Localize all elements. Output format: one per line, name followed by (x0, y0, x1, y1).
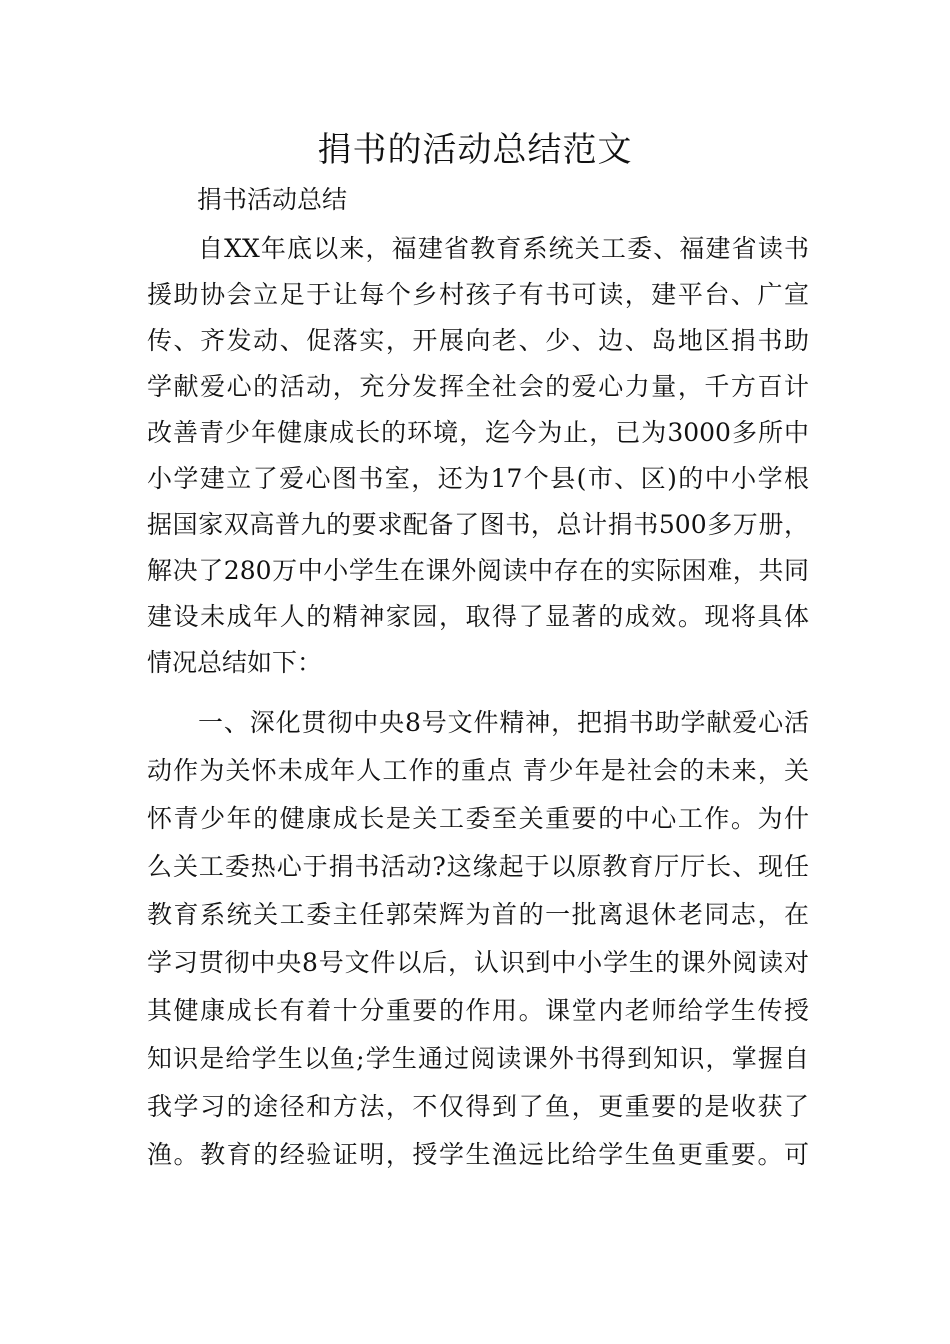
paragraph-1-line: 小学建立了爱心图书室，还为17个县(市、区)的中小学根 (147, 464, 809, 493)
paragraph-1-line: 自XX年底以来，福建省教育系统关工委、福建省读书 (198, 234, 809, 263)
paragraph-1-line: 解决了280万中小学生在课外阅读中存在的实际困难，共同 (147, 556, 809, 585)
paragraph-2-line: 怀青少年的健康成长是关工委至关重要的中心工作。为什 (147, 804, 809, 833)
paragraph-2-line: 我学习的途径和方法，不仅得到了鱼，更重要的是收获了 (147, 1092, 809, 1121)
paragraph-2-line: 么关工委热心于捐书活动?这缘起于以原教育厅厅长、现任 (147, 852, 809, 881)
paragraph-1-line: 建设未成年人的精神家园，取得了显著的成效。现将具体 (147, 602, 809, 631)
paragraph-2-line: 一、深化贯彻中央8号文件精神，把捐书助学献爱心活 (198, 708, 809, 737)
paragraph-1-line: 改善青少年健康成长的环境，迄今为止，已为3000多所中 (147, 418, 809, 447)
paragraph-2-line: 动作为关怀未成年人工作的重点 青少年是社会的未来，关 (147, 756, 809, 785)
paragraph-2-line: 其健康成长有着十分重要的作用。课堂内老师给学生传授 (147, 996, 809, 1025)
document-subtitle: 捐书活动总结 (197, 185, 348, 214)
paragraph-1-line: 情况总结如下： (147, 648, 323, 677)
paragraph-2-line: 学习贯彻中央8号文件以后，认识到中小学生的课外阅读对 (147, 948, 809, 977)
paragraph-1-line: 据国家双高普九的要求配备了图书，总计捐书500多万册， (147, 510, 809, 539)
paragraph-1-line: 传、齐发动、促落实，开展向老、少、边、岛地区捐书助 (147, 326, 809, 355)
paragraph-2-line: 教育系统关工委主任郭荣辉为首的一批离退休老同志，在 (147, 900, 809, 929)
paragraph-2-line: 知识是给学生以鱼;学生通过阅读课外书得到知识，掌握自 (147, 1044, 809, 1073)
document-title: 捐书的活动总结范文 (317, 130, 633, 170)
paragraph-1-line: 学献爱心的活动，充分发挥全社会的爱心力量，千方百计 (147, 372, 809, 401)
paragraph-1-line: 援助协会立足于让每个乡村孩子有书可读，建平台、广宣 (147, 280, 809, 309)
paragraph-2-line: 渔。教育的经验证明，授学生渔远比给学生鱼更重要。可 (147, 1140, 809, 1169)
